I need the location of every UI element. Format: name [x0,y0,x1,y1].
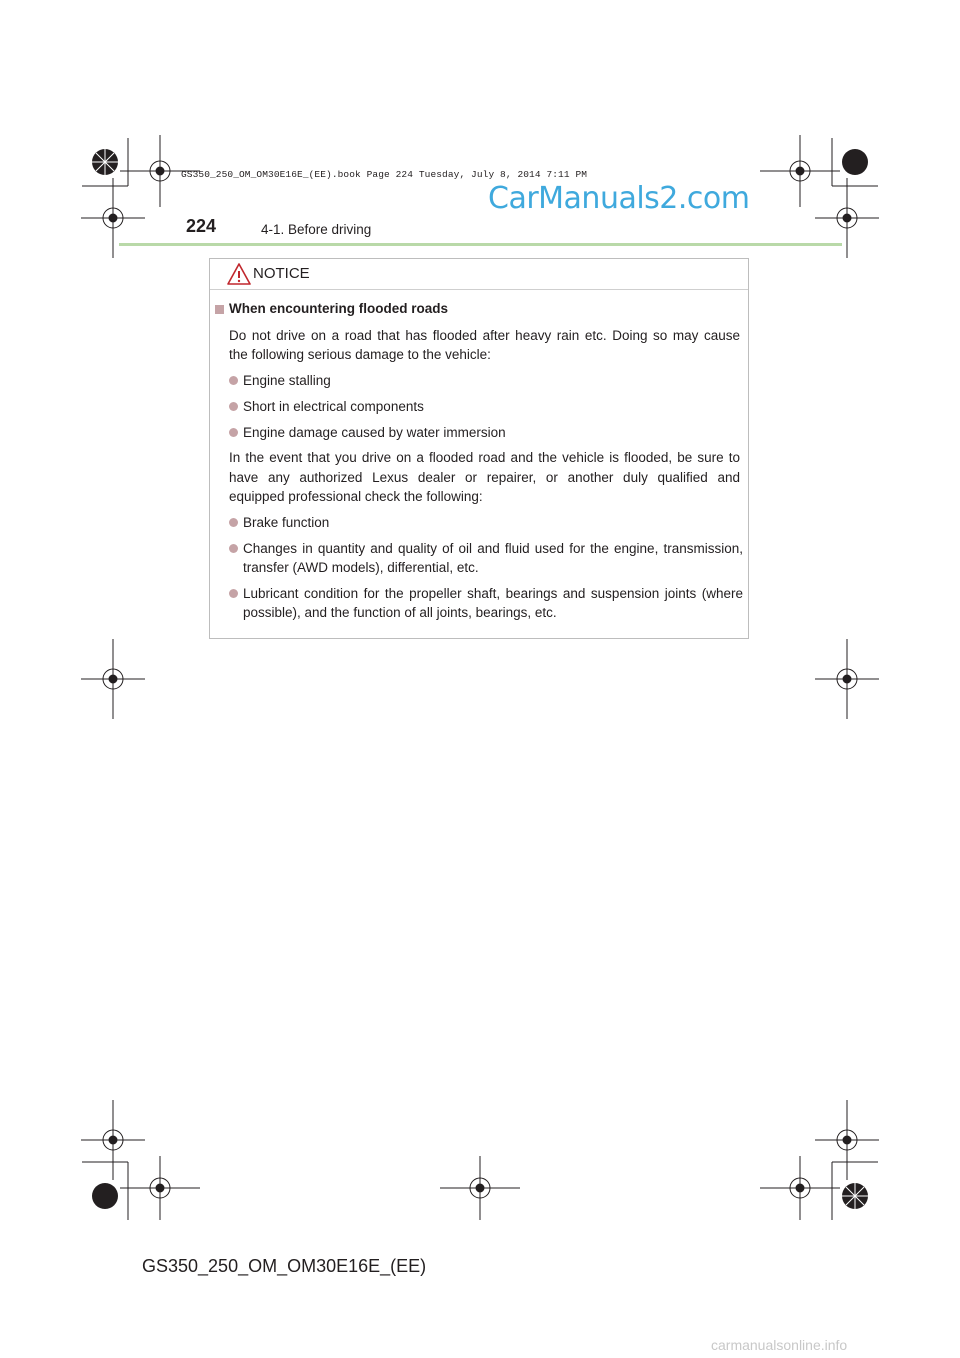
list-item: Lubricant condition for the propeller shaft, bearings and suspension joints (where [243,586,743,601]
paragraph-line: In the event that you drive on a flooded road and the vehicle is flooded, be sure to [229,450,740,465]
list-item: Changes in quantity and quality of oil and fluid used for the engine, transmission, [243,541,743,556]
bullet-icon [229,376,238,385]
bullet-icon [229,518,238,527]
notice-heading: When encountering flooded roads [229,301,448,316]
paragraph-line: equipped professional check the following: [229,489,483,504]
notice-header [210,259,748,290]
section-title: 4-1. Before driving [261,222,372,237]
site-watermark: carmanualsonline.info [711,1337,848,1353]
list-item-continuation: possible), and the function of all joints, bearings, etc. [243,605,557,620]
header-rule [119,243,842,246]
list-item: Short in electrical components [243,399,424,414]
notice-title: NOTICE [253,265,310,282]
paragraph-line: Do not drive on a road that has flooded after heavy rain etc. Doing so may cause [229,328,740,343]
bullet-icon [229,544,238,553]
warning-icon [227,263,251,285]
paragraph-line: the following serious damage to the vehicle: [229,347,491,362]
list-item: Engine stalling [243,373,331,388]
footer-model-code: GS350_250_OM_OM30E16E_(EE) [142,1256,427,1276]
heading-square-icon [215,305,224,314]
file-header: GS350_250_OM_OM30E16E_(EE).book Page 224 Tuesday, July 8, 2014 7:11 PM [181,169,588,180]
paragraph-line: have any authorized Lexus dealer or repairer, or another duly qualified and [229,470,740,485]
bullet-icon [229,589,238,598]
bullet-icon [229,402,238,411]
bullet-icon [229,428,238,437]
list-item-continuation: transfer (AWD models), differential, etc. [243,560,479,575]
page-number: 224 [186,216,217,236]
watermark-logo: CarManuals2.com [488,181,750,216]
list-item: Brake function [243,515,330,530]
list-item: Engine damage caused by water immersion [243,425,506,440]
